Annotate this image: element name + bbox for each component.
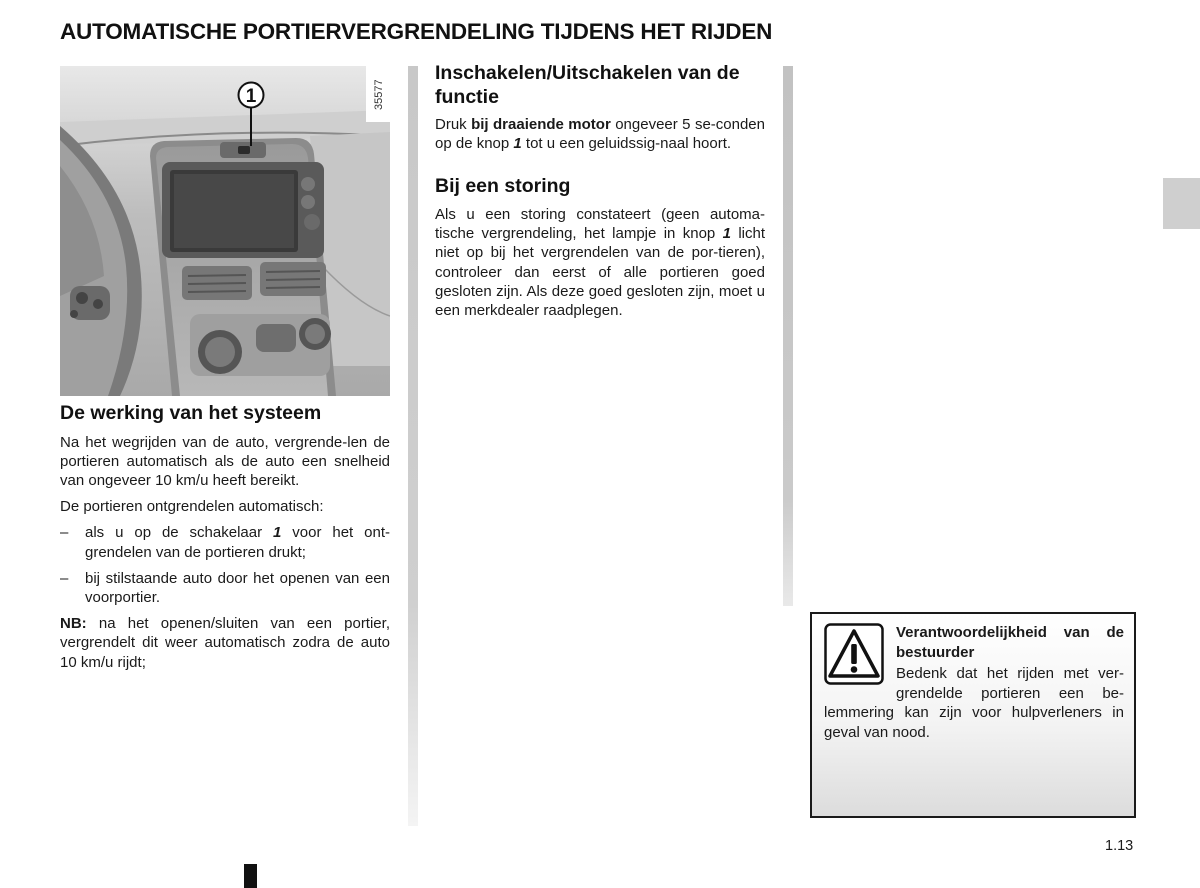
section-heading: De werking van het systeem — [60, 402, 322, 424]
list-item — [60, 523, 390, 561]
note-paragraph — [60, 614, 390, 672]
page-title: AUTOMATISCHE PORTIERVERGRENDELING TIJDENS HET RIJDEN — [60, 19, 773, 44]
paragraph — [435, 115, 765, 153]
list-item: – bij stilstaande auto door het openen van een voorportier. — [60, 569, 390, 607]
list-item-text: als u op de schakelaar — [85, 524, 274, 542]
section-heading: Inschakelen/Uitschakelen van de functie — [435, 62, 740, 108]
warning-body: Bedenk dat het rijden met ver-grendelde portieren een be-lemmering kan zijn voor hulpverleners in geval van nood. — [824, 665, 1124, 741]
print-mark — [244, 864, 257, 888]
middle-column — [435, 62, 765, 327]
page-number: 1.13 — [1105, 838, 1134, 854]
paragraph: De portieren ontgrendelen automatisch: — [60, 498, 324, 516]
warning-box — [810, 612, 1136, 818]
dashboard-drawing — [60, 66, 390, 396]
paragraph-text: ongeveer 5 se-conden op de knop — [435, 116, 765, 153]
dash-list — [60, 523, 390, 607]
emphasis-text: bij draaiende motor — [471, 116, 611, 133]
button-reference: 1 — [513, 135, 522, 153]
dashboard-illustration — [60, 66, 390, 396]
section-heading: Bij een storing — [435, 175, 571, 198]
image-code: 35577 — [373, 79, 385, 110]
paragraph-text: Druk — [435, 116, 472, 133]
note-label: NB: — [60, 615, 87, 633]
note-text: na het openen/sluiten van een portier, vergrendelt dit weer automatisch zodra de auto 10 km/u rijdt; — [60, 615, 390, 671]
column-divider — [408, 66, 418, 826]
list-item-text: voor het ont-grendelen van de portieren drukt; — [85, 524, 390, 561]
left-column — [60, 398, 390, 679]
warning-triangle-icon — [824, 623, 884, 685]
column-divider — [783, 66, 793, 606]
paragraph — [435, 205, 765, 320]
chapter-tab — [1163, 178, 1200, 229]
warning-title: Verantwoordelijkheid van de bestuurder — [896, 624, 1124, 661]
paragraph: Na het wegrijden van de auto, vergrende-len de portieren automatisch als de auto een snelheid van ongeveer 10 km/u heeft bereikt. — [60, 433, 390, 489]
paragraph-text: licht niet op bij het vergrendelen van de por-tieren), controleer dan eerst of alle portieren goed gesloten zijn. Als deze goed gesloten zijn, moet u een merkdealer raadplegen. — [435, 225, 765, 319]
button-reference: 1 — [273, 524, 282, 542]
paragraph-text: Als u een storing constateert (geen automa-tische vergrendeling, het lampje in knop — [435, 205, 765, 243]
paragraph-text: tot u een geluidssig-naal hoort. — [521, 135, 732, 153]
button-reference: 1 — [722, 225, 731, 243]
callout-label: 1 — [245, 86, 257, 107]
